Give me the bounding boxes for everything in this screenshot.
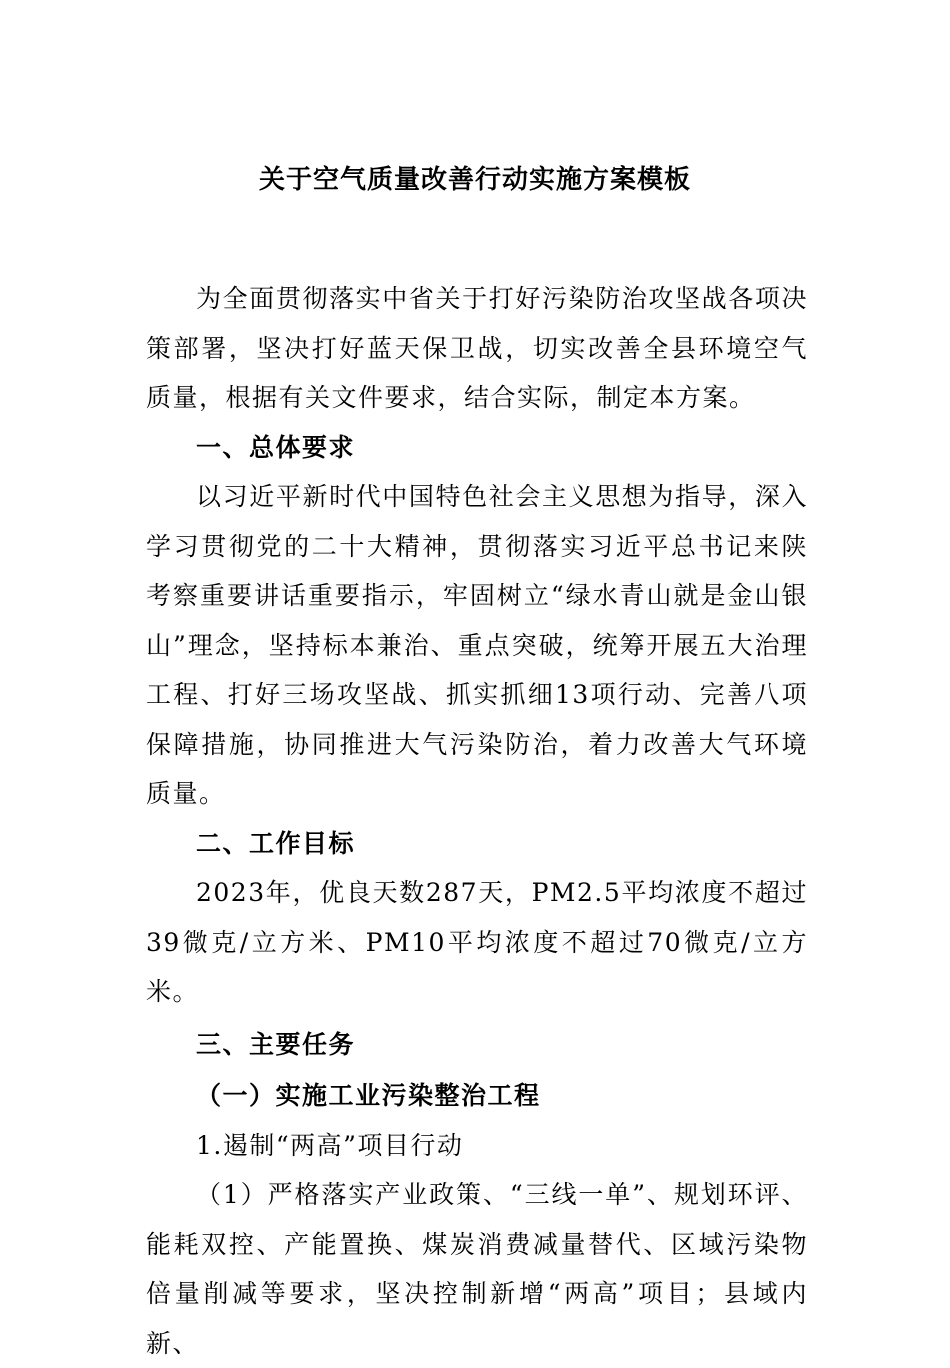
overall-requirements-paragraph: 以习近平新时代中国特色社会主义思想为指导，深入学习贯彻党的二十大精神，贯彻落实习近平总书记来陕考察重要讲话重要指示，牢固树立“绿水青山就是金山银山”理念，坚持标本兼治、重点突破，统筹开展五大治理工程、打好三场攻坚战、抓实抓细13项行动、完善八项保障措施，协同推进大气污染防治，着力改善大气环境质量。 bbox=[146, 482, 808, 808]
section-heading-overall-requirements: 一、总体要求 bbox=[196, 432, 356, 462]
section-heading-main-tasks: 三、主要任务 bbox=[196, 1029, 356, 1059]
intro-paragraph: 为全面贯彻落实中省关于打好污染防治攻坚战各项决策部署，坚决打好蓝天保卫战，切实改善全县环境空气质量，根据有关文件要求，结合实际，制定本方案。 bbox=[146, 284, 808, 412]
section-heading-work-goals: 二、工作目标 bbox=[196, 828, 356, 858]
document-title: 关于空气质量改善行动实施方案模板 bbox=[258, 165, 691, 195]
item-paragraph-policy: （1）严格落实产业政策、“三线一单”、规划环评、能耗双控、产能置换、煤炭消费减量替代、区域污染物倍量削减等要求，坚决控制新增“两高”项目；县域内新、 bbox=[146, 1180, 808, 1358]
document-body bbox=[146, 274, 808, 1368]
item-heading-curb-projects: 1.遏制“两高”项目行动 bbox=[196, 1130, 464, 1160]
work-goals-paragraph: 2023年，优良天数287天，PM2.5平均浓度不超过39微克/立方米、PM10平均浓度不超过70微克/立方米。 bbox=[146, 878, 808, 1006]
subsection-heading-industrial-pollution: （一）实施工业污染整治工程 bbox=[196, 1081, 541, 1110]
